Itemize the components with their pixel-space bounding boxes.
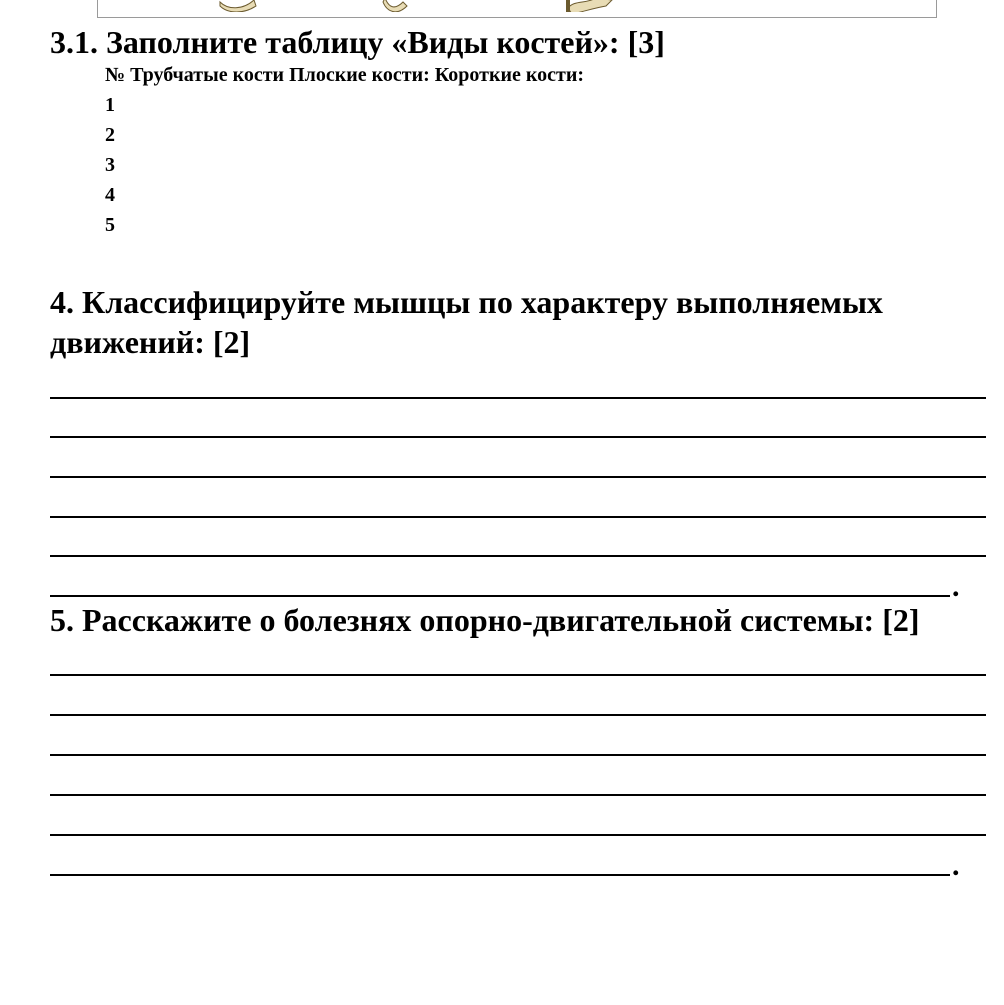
answer-line[interactable]: [50, 516, 986, 518]
answer-end-mark: .: [952, 570, 960, 603]
answer-line[interactable]: [50, 397, 986, 399]
bone-fragment-icon: [218, 0, 258, 12]
answer-end-mark: .: [952, 849, 960, 882]
answer-line[interactable]: [50, 674, 986, 676]
answer-line[interactable]: [50, 555, 986, 557]
answer-line[interactable]: [50, 794, 986, 796]
question-4-title: 4. Классифицируйте мышцы по характеру выполняемых движений: [2]: [50, 284, 883, 360]
bone-fragment-icon: [381, 0, 411, 12]
answer-line[interactable]: [50, 436, 986, 438]
answer-line[interactable]: [50, 476, 986, 478]
question-5-title: 5. Расскажите о болезнях опорно-двигательной системы: [2]: [50, 602, 920, 638]
table-row-number: 1: [105, 94, 115, 116]
answer-line[interactable]: [50, 714, 986, 716]
answer-line[interactable]: [50, 874, 950, 876]
answer-line[interactable]: [50, 834, 986, 836]
skeleton-illustration: [97, 0, 937, 18]
answer-line[interactable]: [50, 595, 950, 597]
bone-types-table-header: № Трубчатые кости Плоские кости: Короткие кости:: [105, 64, 585, 86]
answer-line[interactable]: [50, 754, 986, 756]
table-row-number: 4: [105, 184, 115, 206]
question-3-1-title: 3.1. Заполните таблицу «Виды костей»: [3]: [50, 24, 665, 60]
bone-fragment-icon: [566, 0, 616, 12]
table-row-number: 3: [105, 154, 115, 176]
table-row-number: 2: [105, 124, 115, 146]
table-row-number: 5: [105, 214, 115, 236]
